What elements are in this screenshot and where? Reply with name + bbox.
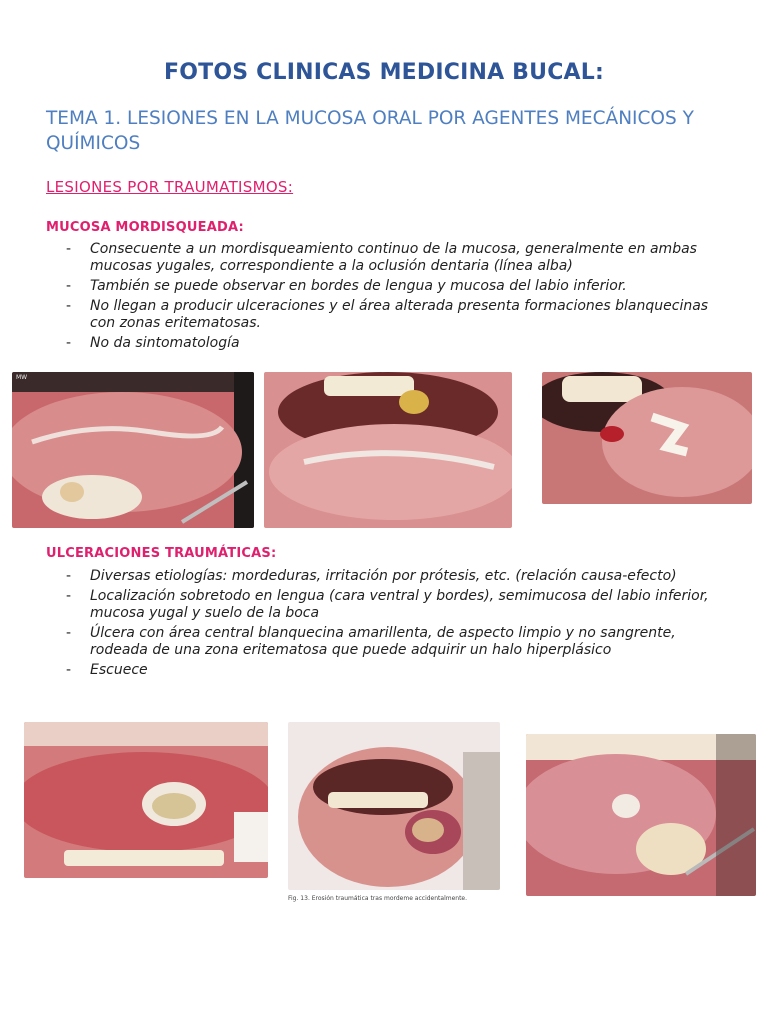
photo-lower-lip-erosion	[288, 722, 500, 890]
section-heading: LESIONES POR TRAUMATISMOS:	[46, 178, 294, 196]
ulceraciones-bullet-list	[66, 568, 716, 682]
mucosa-bullet-list	[66, 241, 716, 355]
photo-buccal-mucosa	[12, 372, 254, 528]
figure-caption: Fig. 13. Erosión traumática tras mordeme accidentalmente.	[288, 895, 468, 902]
list-item: - No da sintomatología	[66, 335, 240, 351]
mucosa-heading: MUCOSA MORDISQUEADA:	[46, 220, 244, 235]
list-item: - Localización sobretodo en lengua (cara ventral y bordes), semimucosa del labio inferior, mucosa yugal y suelo de la boca	[66, 588, 709, 621]
list-item: - Consecuente a un mordisqueamiento continuo de la mucosa, generalmente en ambas mucosas yugales, correspondiente a la oclusión dentaria (línea alba)	[66, 241, 697, 274]
photo-tongue-ulcer	[24, 722, 268, 878]
topic-subtitle: TEMA 1. LESIONES EN LA MUCOSA ORAL POR AGENTES MECÁNICOS Y QUÍMICOS	[46, 108, 694, 154]
list-item: - No llegan a producir ulceraciones y el área alterada presenta formaciones blanquecinas con zonas eritematosas.	[66, 298, 709, 331]
list-item: - Diversas etiologías: mordeduras, irritación por prótesis, etc. (relación causa-efecto)	[66, 568, 677, 584]
photo-tongue-border	[264, 372, 512, 528]
list-item: - También se puede observar en bordes de lengua y mucosa del labio inferior.	[66, 278, 627, 294]
list-item: - Escuece	[66, 662, 148, 678]
list-item: - Úlcera con área central blanquecina amarillenta, de aspecto limpio y no sangrente, rodeada de una zona eritematosa que puede adquirir un halo hiperplásico	[66, 625, 676, 658]
photo-denture-ulcer	[526, 734, 756, 896]
photo-lip-mucosa	[542, 372, 752, 504]
ulceraciones-heading: ULCERACIONES TRAUMÁTICAS:	[46, 546, 277, 561]
page-title: FOTOS CLINICAS MEDICINA BUCAL:	[164, 60, 604, 85]
photo-watermark: MW	[16, 374, 28, 381]
